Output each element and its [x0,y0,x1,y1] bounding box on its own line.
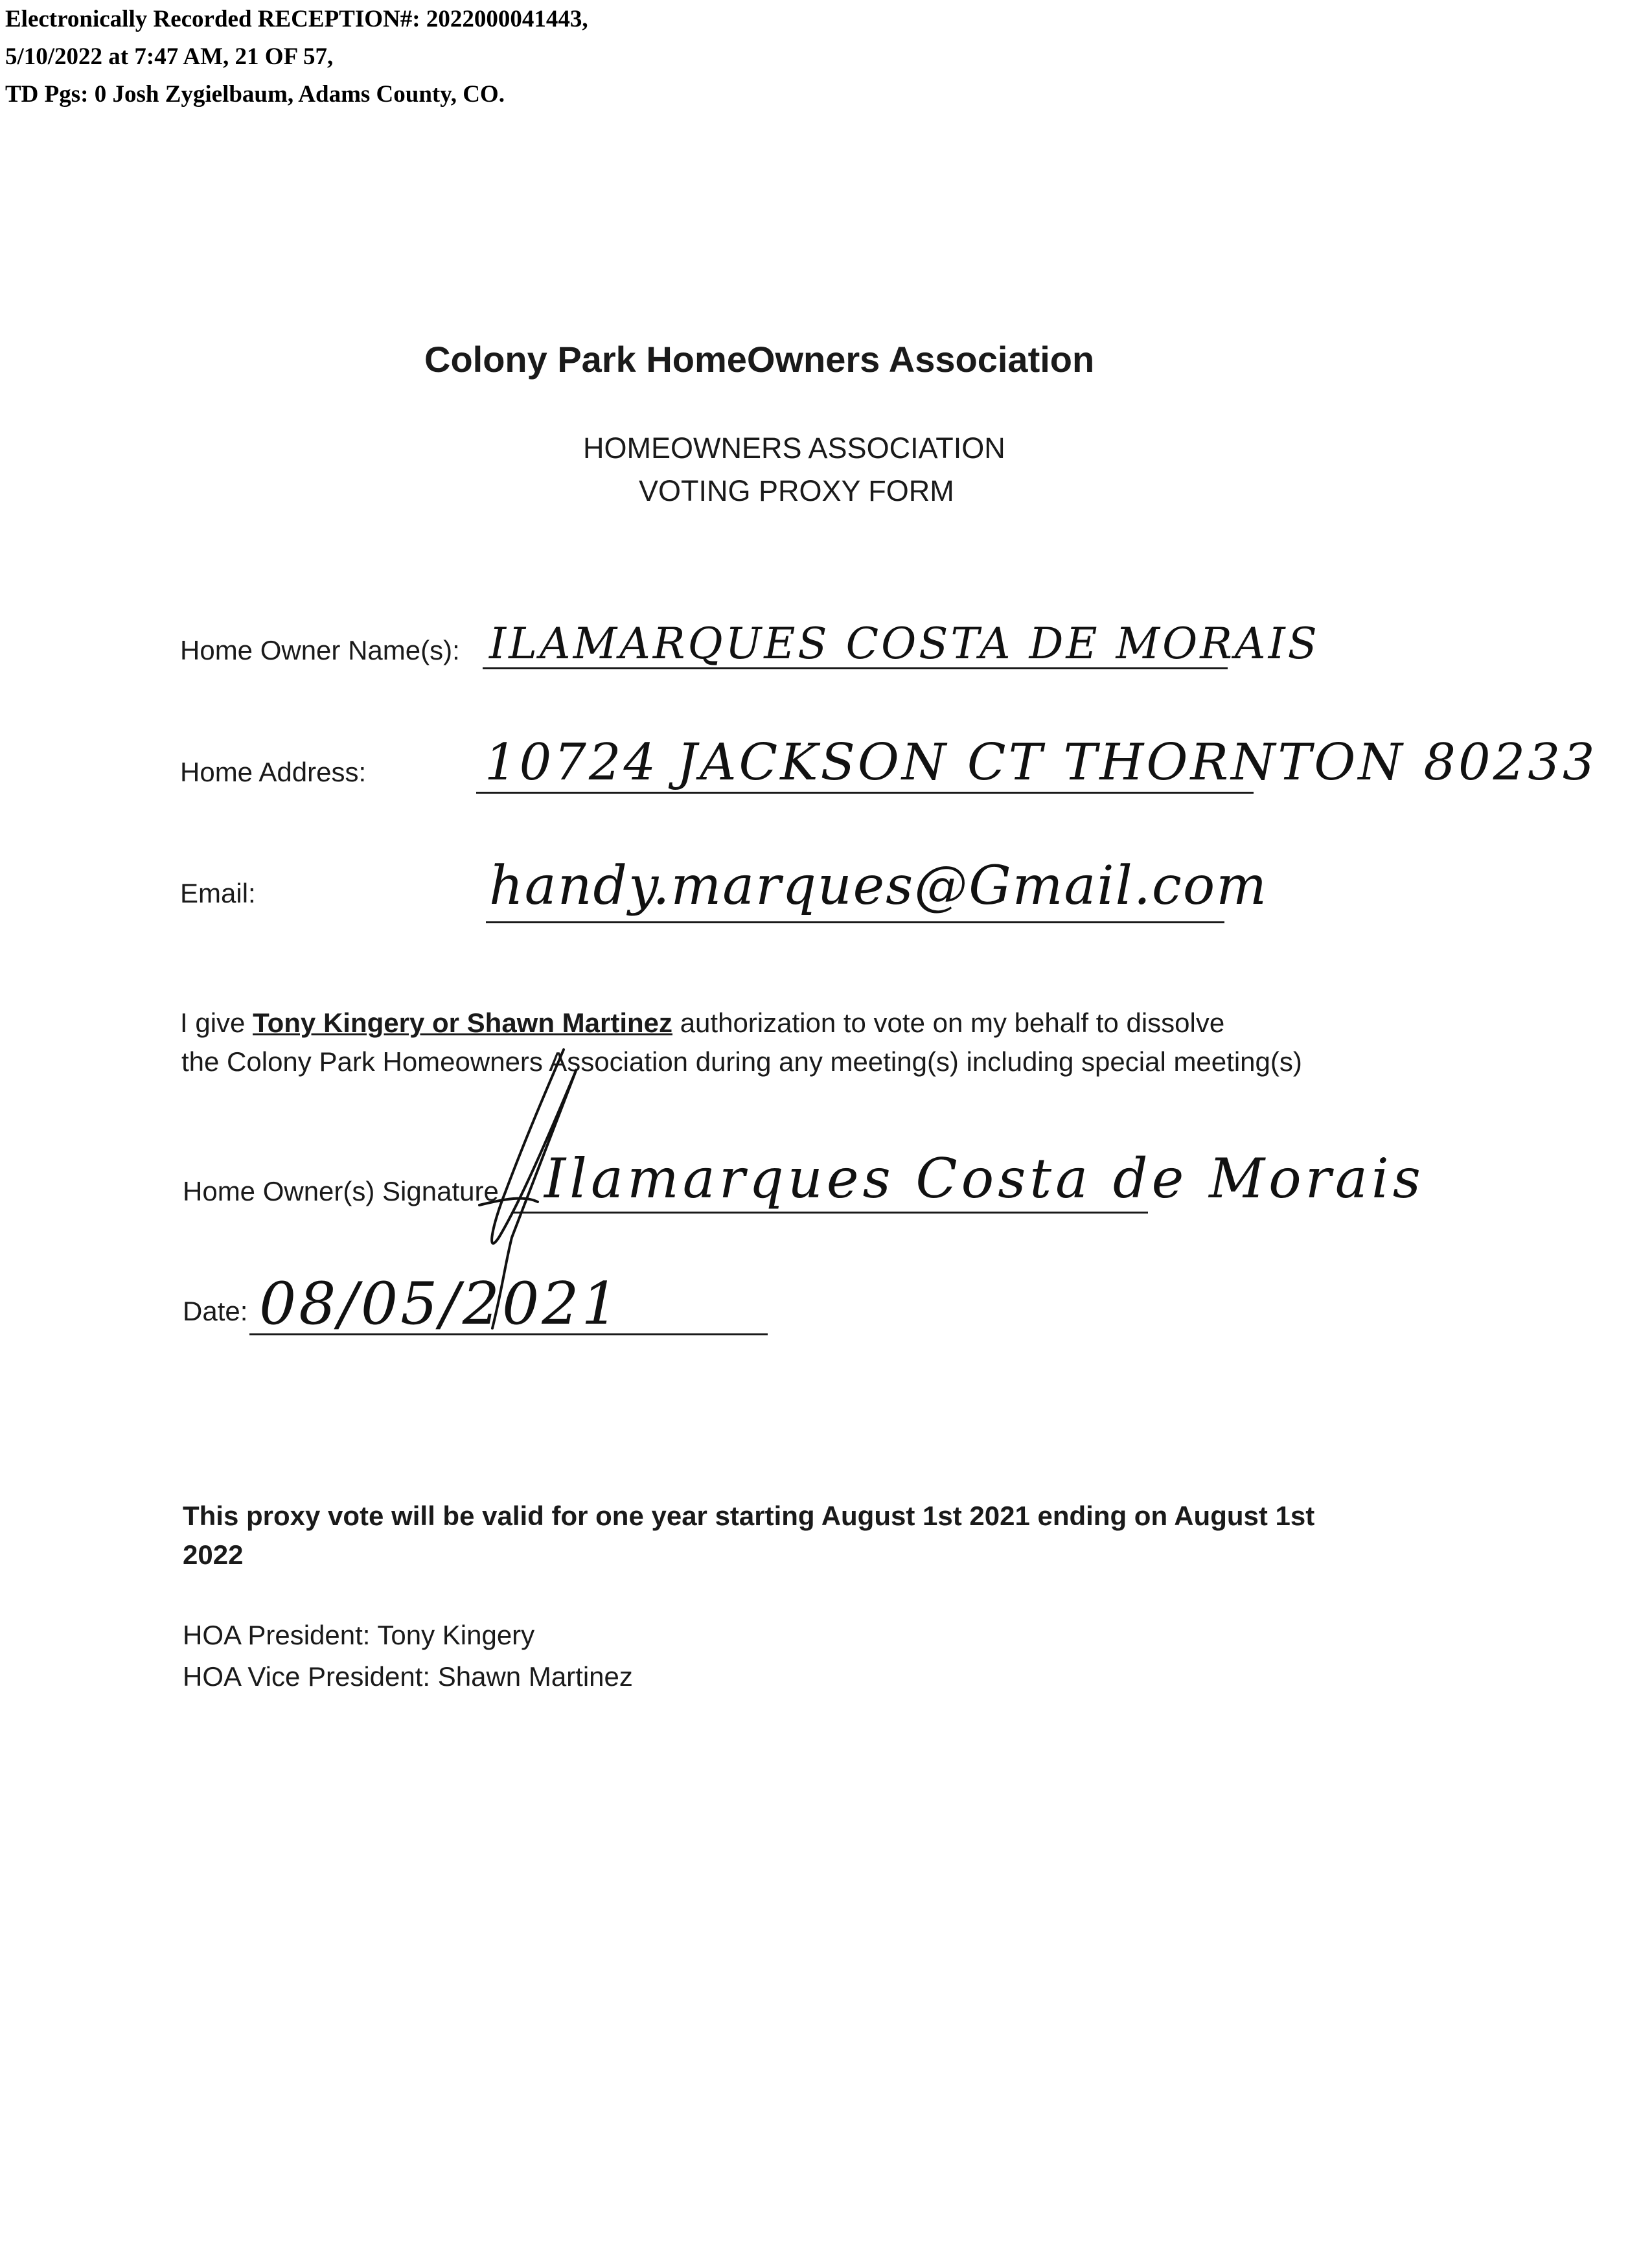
authorization-line-1 [180,1007,1224,1039]
signature-label: Home Owner(s) Signature [183,1176,499,1206]
date-value: 08/05/2021 [259,1270,621,1338]
address-value: 10724 JACKSON CT THORNTON 80233 [485,733,1598,792]
form-title: Colony Park HomeOwners Association [424,339,1095,380]
email-rule [486,921,1224,923]
validity-notice-line-1: This proxy vote will be valid for one year starting August 1st 2021 ending on August 1st [183,1501,1315,1531]
owner-name-value: ILAMARQUES COSTA DE MORAIS [489,619,1320,669]
form-subtitle-line-1: HOMEOWNERS ASSOCIATION [583,432,1005,465]
authorization-prefix: I give [180,1007,253,1038]
hoa-vice-president: HOA Vice President: Shawn Martinez [183,1661,633,1692]
stamp-line-3: TD Pgs: 0 Josh Zygielbaum, Adams County, CO. [5,81,505,108]
proxy-names: Tony Kingery or Shawn Martinez [253,1007,673,1038]
date-label: Date: [183,1296,248,1326]
stamp-line-1: Electronically Recorded RECEPTION#: 2022000041443, [5,6,588,32]
validity-notice-line-2: 2022 [183,1539,244,1570]
authorization-line-2: the Colony Park Homeowners Association during any meeting(s) including special meeting(s) [181,1046,1302,1077]
owner-name-label: Home Owner Name(s): [180,635,460,665]
email-label: Email: [180,878,256,908]
form-subtitle-line-2: VOTING PROXY FORM [639,474,954,507]
hoa-president: HOA President: Tony Kingery [183,1620,535,1650]
address-label: Home Address: [180,757,367,787]
signature-value: Ilamarques Costa de Morais [544,1147,1425,1210]
email-value: handy.marques@Gmail.com [489,855,1268,917]
address-rule [476,792,1254,794]
authorization-suffix: authorization to vote on my behalf to dissolve [672,1007,1225,1038]
stamp-line-2: 5/10/2022 at 7:47 AM, 21 OF 57, [5,43,334,70]
